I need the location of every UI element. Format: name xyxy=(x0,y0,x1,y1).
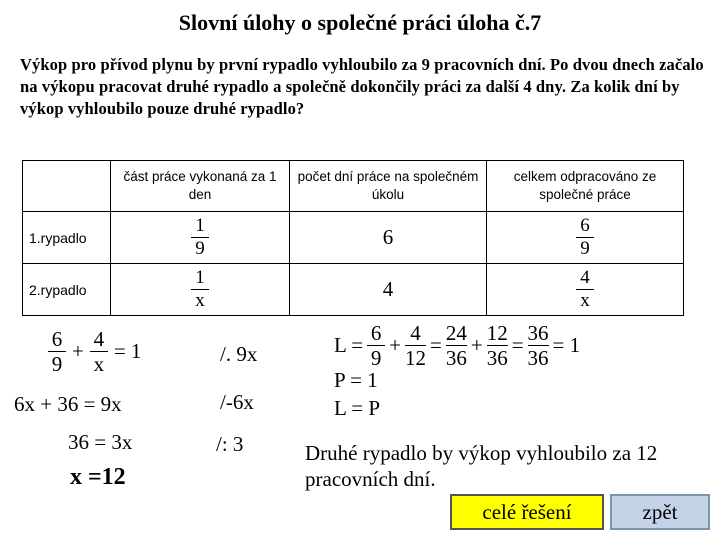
equation-rhs: = 1 xyxy=(113,339,142,363)
fraction xyxy=(191,216,209,259)
check-line-1 xyxy=(334,322,580,369)
numerator: 1 xyxy=(195,215,205,236)
numerator: 4 xyxy=(410,321,421,345)
numerator: 6 xyxy=(370,321,382,345)
operation-subtract: /-6x xyxy=(220,390,254,414)
fraction xyxy=(90,328,108,375)
cell-days: 4 xyxy=(290,264,487,316)
check-line-2: P = 1 xyxy=(334,368,378,392)
fraction xyxy=(405,322,426,369)
operation-multiply: /. 9x xyxy=(220,342,258,366)
equation-line-1 xyxy=(48,328,141,375)
full-solution-button[interactable]: celé řešení xyxy=(450,494,604,530)
row-label: 1.rypadlo xyxy=(23,212,111,264)
numerator: 1 xyxy=(195,267,205,288)
fraction xyxy=(576,216,594,259)
numerator: 12 xyxy=(486,321,508,345)
numerator: 24 xyxy=(445,321,467,345)
fraction xyxy=(528,322,549,369)
cell-days: 6 xyxy=(290,212,487,264)
answer-text: Druhé rypadlo by výkop vyhloubilo za 12 pracovních dní. xyxy=(305,441,658,491)
denominator: 9 xyxy=(195,238,205,259)
back-button[interactable]: zpět xyxy=(610,494,710,530)
denominator: 9 xyxy=(580,238,590,259)
cell-total xyxy=(487,264,684,316)
denominator: 12 xyxy=(405,346,426,370)
problem-statement: Výkop pro přívod plynu by první rypadlo vyhloubilo za 9 pracovních dní. Po dvou dnech začalo na výkopu pracovat druhé rypadlo a společně dokončily práci za další 4 dny. Za kolik dní by výkop vyhloubilo pouze druhé rypadlo? xyxy=(20,55,704,118)
denominator: x xyxy=(580,290,590,311)
fraction xyxy=(446,322,467,369)
plus-sign: + xyxy=(470,333,483,357)
numerator: 6 xyxy=(51,327,63,351)
numerator: 4 xyxy=(93,327,105,351)
equals-sign: = xyxy=(511,333,524,357)
fraction xyxy=(191,268,209,311)
cell-part-per-day xyxy=(111,264,290,316)
equation-line-2: 6x + 36 = 9x xyxy=(14,392,122,416)
denominator: 36 xyxy=(527,346,549,370)
header-total-work: celkem odpracováno ze společné práce xyxy=(487,161,684,212)
equation-line-3: 36 = 3x xyxy=(68,430,133,454)
check-result: = 1 xyxy=(552,333,581,357)
page-title: Slovní úlohy o společné práci úloha č.7 xyxy=(178,10,542,35)
denominator: 36 xyxy=(486,346,508,370)
cell-part-per-day xyxy=(111,212,290,264)
plus-sign: + xyxy=(389,333,401,357)
numerator: 6 xyxy=(580,215,590,236)
denominator: 36 xyxy=(445,346,467,370)
fraction xyxy=(487,322,508,369)
table-row xyxy=(23,212,684,264)
denominator: 9 xyxy=(51,352,63,376)
header-part-per-day: část práce vykonaná za 1 den xyxy=(111,161,290,212)
plus-sign: + xyxy=(72,339,84,363)
header-days-worked: počet dní práce na společném úkolu xyxy=(290,161,487,212)
denominator: x xyxy=(93,352,105,376)
work-table xyxy=(22,160,684,316)
check-lhs: L = xyxy=(334,333,364,357)
denominator: 9 xyxy=(370,346,382,370)
fraction xyxy=(576,268,594,311)
table-corner-cell xyxy=(23,161,111,212)
row-label: 2.rypadlo xyxy=(23,264,111,316)
fraction xyxy=(367,322,385,369)
numerator: 36 xyxy=(527,321,549,345)
operation-divide: /: 3 xyxy=(216,432,244,456)
equals-sign: = xyxy=(430,333,442,357)
numerator: 4 xyxy=(580,267,590,288)
denominator: x xyxy=(195,290,205,311)
table-header-row xyxy=(23,161,684,212)
check-line-3: L = P xyxy=(334,396,381,420)
fraction xyxy=(48,328,66,375)
cell-total xyxy=(487,212,684,264)
equation-result: x =12 xyxy=(70,464,126,490)
table-row xyxy=(23,264,684,316)
